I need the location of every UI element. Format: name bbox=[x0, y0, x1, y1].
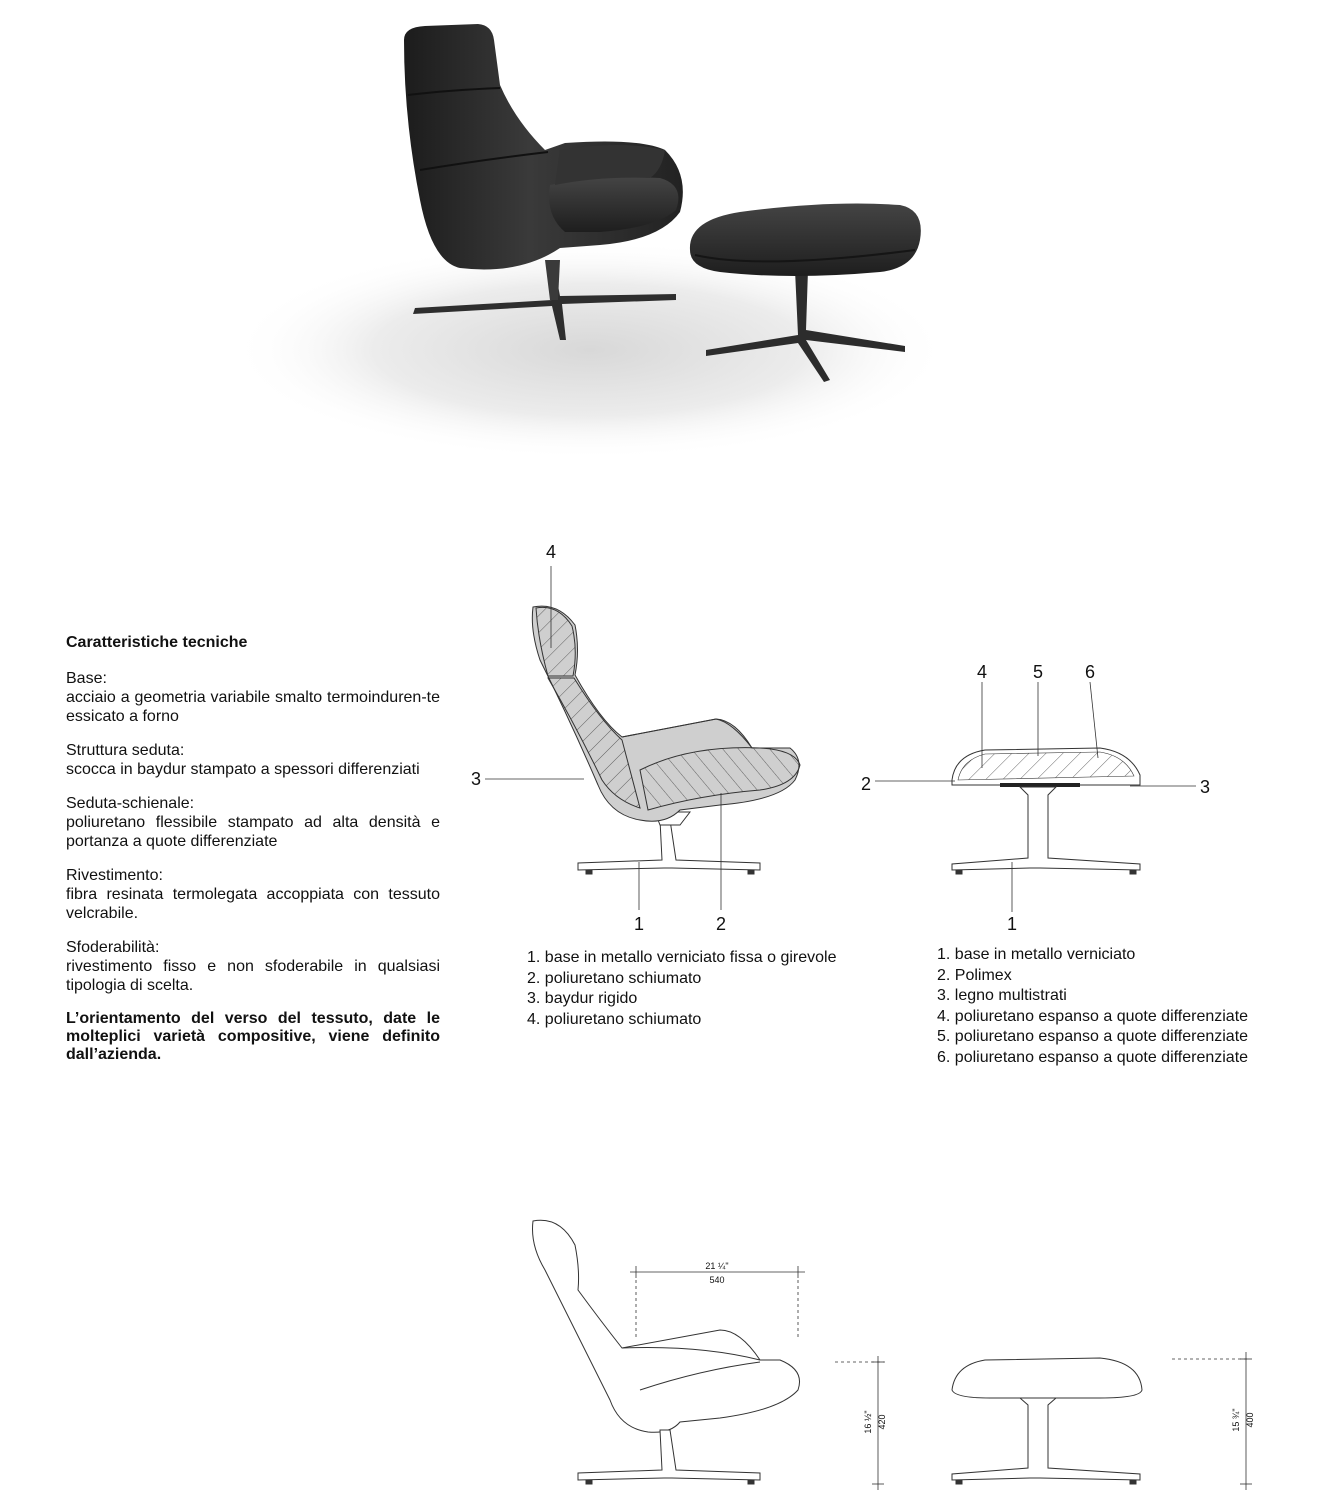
dimension-drawings bbox=[520, 1210, 1290, 1510]
callout-4: 4 bbox=[545, 542, 557, 562]
legend-item: 2. Polimex bbox=[937, 966, 1012, 984]
spec-label: Sfoderabilità: bbox=[66, 939, 160, 956]
fabric-orientation-note: L’orientamento del verso del tessuto, date le molteplici varietà compositive, viene definito dall’azienda. bbox=[66, 1010, 440, 1063]
ottoman-section-diagram bbox=[850, 655, 1230, 940]
legend-item: 3. legno multistrati bbox=[937, 987, 1067, 1004]
ottoman-legend bbox=[937, 945, 1248, 1068]
legend-item: 1. base in metallo verniciato bbox=[937, 946, 1136, 963]
technical-specs bbox=[66, 633, 440, 1064]
legend-item: 5. poliuretano espanso a quote differenziate bbox=[937, 1028, 1249, 1045]
legend-item: 3. baydur rigido bbox=[527, 990, 638, 1007]
callout-2: 2 bbox=[715, 914, 727, 934]
specs-title: Caratteristiche tecniche bbox=[66, 634, 248, 651]
spec-label: Seduta-schienale: bbox=[66, 795, 195, 812]
chair-legend bbox=[527, 948, 837, 1030]
callout-2: 2 bbox=[860, 774, 872, 794]
callout-1: 1 bbox=[633, 914, 645, 934]
callout-1: 1 bbox=[1006, 914, 1018, 934]
legend-item: 6. poliuretano espanso a quote differenziate bbox=[937, 1048, 1249, 1066]
ottoman-height-inches: 15 ¾" bbox=[1231, 1408, 1241, 1432]
chair-height-inches: 16 ½" bbox=[863, 1410, 873, 1434]
chair-section-diagram bbox=[460, 535, 820, 940]
legend-item: 2. poliuretano schiumato bbox=[527, 969, 702, 987]
callout-5: 5 bbox=[1032, 662, 1044, 682]
spec-base bbox=[66, 669, 440, 726]
spec-value: scocca in baydur stampato a spessori differenziati bbox=[66, 761, 420, 778]
spec-value: fibra resinata termolegata accoppiata con tessuto velcrabile. bbox=[66, 886, 440, 922]
chair-outline bbox=[533, 1220, 800, 1484]
callout-3: 3 bbox=[470, 769, 482, 789]
ottoman-outline bbox=[952, 1358, 1142, 1484]
seat-depth-inches: 21 ¼" bbox=[705, 1261, 729, 1271]
legend-item: 4. poliuretano schiumato bbox=[527, 1010, 702, 1028]
spec-value: acciaio a geometria variabile smalto termoinduren-te essicato a forno bbox=[66, 689, 440, 725]
spec-value: poliuretano flessibile stampato ad alta densità e portanza a quote differenziate bbox=[66, 814, 440, 850]
ottoman-height-mm: 400 bbox=[1245, 1412, 1255, 1428]
spec-seat-back bbox=[66, 794, 440, 851]
chair-base bbox=[578, 812, 760, 874]
spec-value: rivestimento fisso e non sfoderabile in qualsiasi tipologia di scelta. bbox=[66, 958, 440, 994]
spec-structure bbox=[66, 741, 440, 779]
spec-removability bbox=[66, 938, 440, 995]
product-photo bbox=[230, 0, 950, 470]
seat-depth-mm: 540 bbox=[709, 1275, 725, 1285]
spec-label: Rivestimento: bbox=[66, 867, 163, 884]
callout-3: 3 bbox=[1199, 777, 1211, 797]
callout-6: 6 bbox=[1084, 662, 1096, 682]
legend-item: 1. base in metallo verniciato fissa o girevole bbox=[527, 949, 837, 966]
chair-height-mm: 420 bbox=[877, 1414, 887, 1430]
callout-4: 4 bbox=[976, 662, 988, 682]
spec-label: Base: bbox=[66, 670, 107, 687]
spec-label: Struttura seduta: bbox=[66, 742, 185, 759]
spec-covering bbox=[66, 866, 440, 923]
legend-item: 4. poliuretano espanso a quote differenziate bbox=[937, 1007, 1249, 1025]
